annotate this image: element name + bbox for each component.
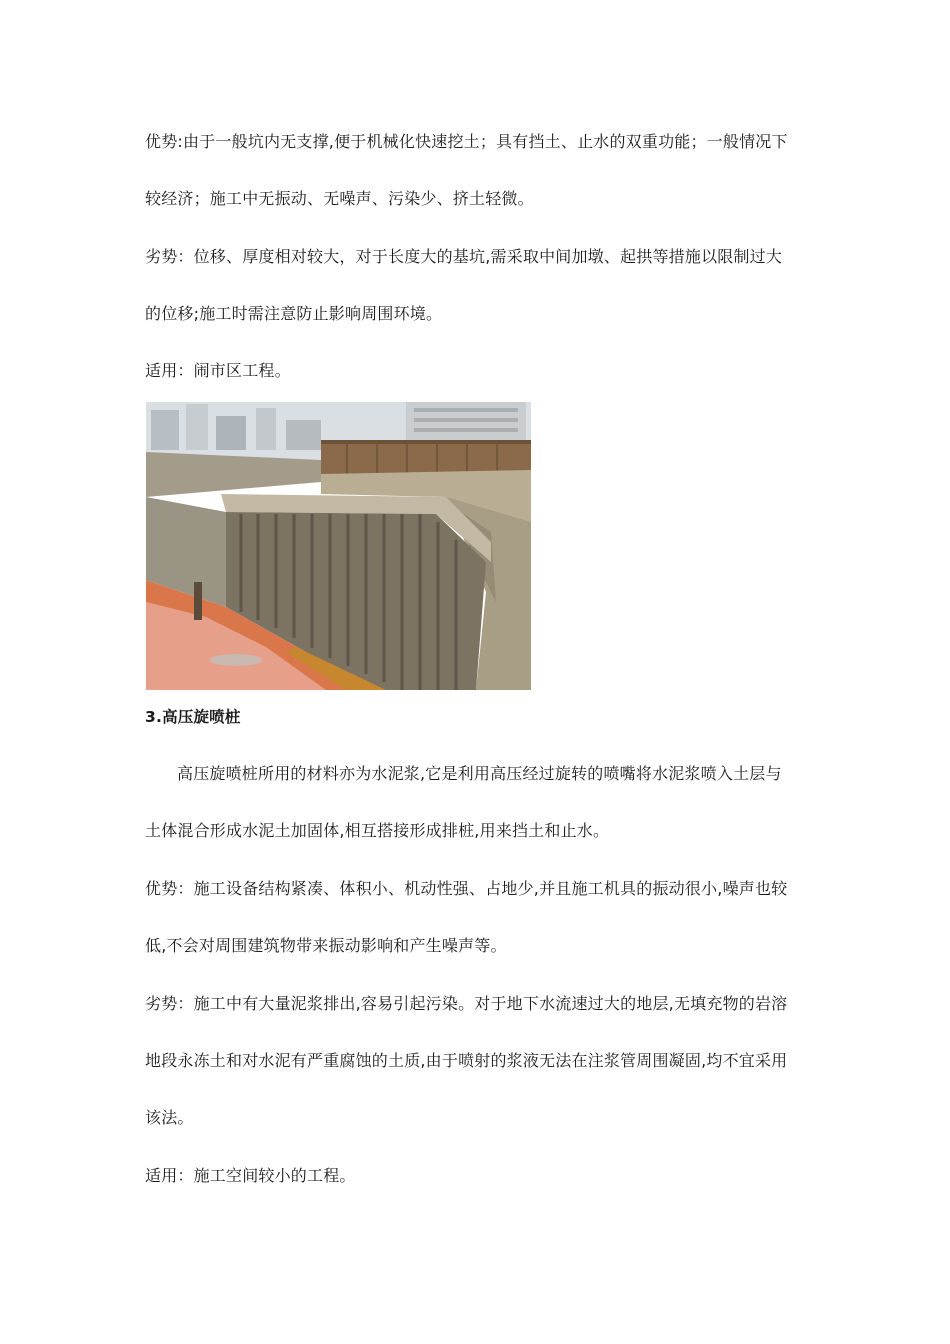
section3-advantage-line-2: 低,不会对周围建筑物带来振动影响和产生噪声等。: [145, 936, 507, 955]
section3-intro-line-2: 土体混合形成水泥土加固体,相互搭接形成排桩,用来挡土和止水。: [145, 821, 610, 840]
section3-advantage-line-1: 优势：施工设备结构紧凑、体积小、机动性强、占地少,并且施工机具的振动很小,噪声也较: [145, 879, 788, 898]
section3-intro-line-1: 高压旋喷桩所用的材料亦为水泥浆,它是利用高压经过旋转的喷嘴将水泥浆喷入土层与: [177, 764, 782, 783]
excavation-pit-with-mixing-pile-wall-photo: [146, 402, 531, 690]
section3-disadvantage-line-1: 劣势：施工中有大量泥浆排出,容易引起污染。对于地下水流速过大的地层,无填充物的岩溶: [145, 994, 788, 1013]
section2-disadvantage-line-1: 劣势：位移、厚度相对较大，对于长度大的基坑,需采取中间加墩、起拱等措施以限制过大: [145, 247, 783, 266]
section3-disadvantage-line-2: 地段永冻土和对水泥有严重腐蚀的土质,由于喷射的浆液无法在注浆管周围凝固,均不宜采用: [145, 1051, 788, 1070]
section3-applicable: 适用：施工空间较小的工程。: [145, 1166, 356, 1185]
section3-heading: 3.高压旋喷桩: [145, 708, 241, 726]
section2-applicable: 适用：闹市区工程。: [145, 361, 291, 380]
section2-advantage-line-1: 优势:由于一般坑内无支撑,便于机械化快速挖土；具有挡土、止水的双重功能；一般情况下: [145, 132, 788, 151]
section2-disadvantage-line-2: 的位移;施工时需注意防止影响周围环境。: [145, 304, 443, 323]
section3-disadvantage-line-3: 该法。: [145, 1108, 194, 1127]
section2-advantage-line-2: 较经济；施工中无振动、无噪声、污染少、挤土轻微。: [145, 189, 534, 208]
